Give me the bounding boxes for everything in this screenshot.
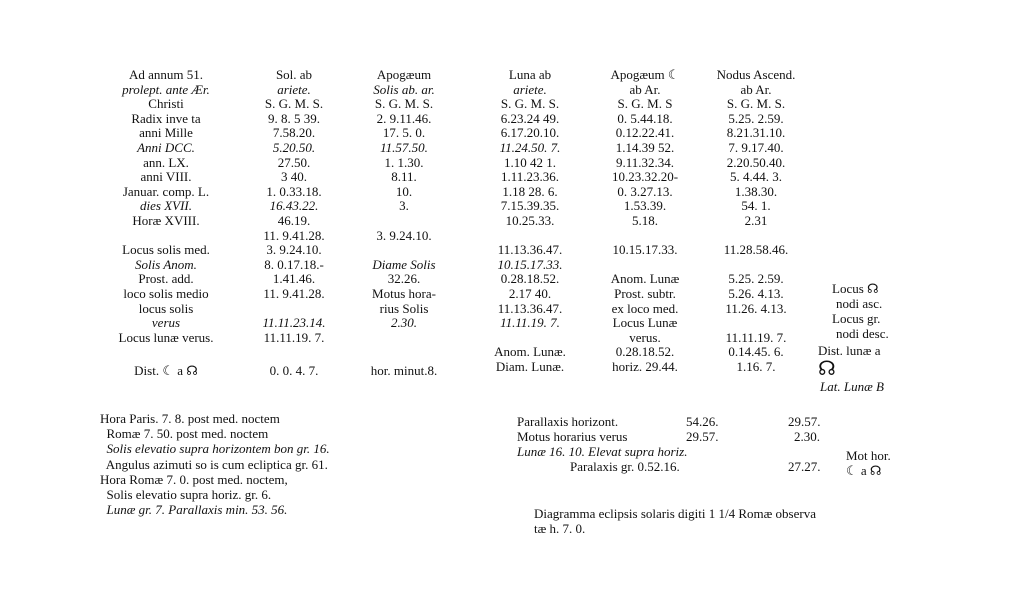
- note-line: Solis elevatio supra horiz. gr. 6.: [100, 486, 272, 502]
- cell: 11.11.19. 7.: [263, 329, 325, 345]
- side-note-lat-lunae: Lat. Lunæ B: [820, 379, 884, 394]
- cell: Luna ab: [508, 67, 552, 82]
- cell: 0. 3.27.13.: [617, 183, 673, 199]
- cell: hor. minut.8.: [370, 362, 438, 378]
- note-line: Angulus azimuti so is cum ecliptica gr. 61.: [100, 456, 328, 472]
- diagramma-line1: Diagramma eclipsis solaris digiti 1 1/4 Romæ observa: [534, 506, 816, 521]
- parallaxis-val2: 29.57.: [788, 414, 821, 429]
- cell: S. G. M. S.: [264, 96, 324, 112]
- side-note-dist-lunae: Dist. lunæ a: [818, 343, 881, 358]
- cell: anni Mille: [139, 125, 193, 141]
- cell: horiz. 29.44.: [612, 358, 678, 374]
- cell: 10.25.33.: [505, 212, 555, 228]
- cell: Diam. Lunæ.: [495, 358, 565, 374]
- cell: verus: [151, 315, 181, 331]
- note-line: Hora Romæ 7. 0. post med. noctem,: [100, 471, 288, 487]
- cell: 10.23.32.20-: [611, 169, 679, 185]
- cell: 10.15.17.33.: [612, 242, 678, 258]
- cell: Motus hora-: [372, 285, 436, 301]
- cell: 1.10 42 1.: [504, 154, 556, 170]
- cell: S. G. M. S.: [374, 96, 434, 112]
- cell: 6.17.20.10.: [500, 125, 560, 141]
- cell: 54. 1.: [741, 198, 771, 214]
- table-col-nodus: [702, 68, 810, 374]
- cell: 7. 9.17.40.: [728, 139, 784, 155]
- note-line: Hora Paris. 7. 8. post med. noctem: [100, 411, 280, 426]
- cell: prolept. ante Ær.: [122, 81, 210, 97]
- cell: 11.11.23.14.: [262, 315, 326, 331]
- cell: 8. 0.17.18.-: [264, 256, 324, 272]
- cell: [352, 214, 456, 229]
- cell: 0.28.18.52.: [500, 271, 560, 287]
- cell: 11.24.50. 7.: [499, 139, 561, 155]
- cell: Apogæum ☾: [610, 67, 680, 82]
- cell: Horæ XVIII.: [132, 212, 200, 228]
- cell: S. G. M. S.: [500, 96, 560, 112]
- note-line: Lunæ gr. 7. Parallaxis min. 53. 56.: [100, 502, 288, 518]
- cell: 5.26. 4.13.: [728, 285, 784, 301]
- cell: 10.: [395, 183, 413, 199]
- cell: 5.20.50.: [272, 139, 316, 155]
- cell: 2. 9.11.46.: [376, 110, 432, 126]
- cell: 3.: [399, 198, 409, 214]
- cell: 11.11.19. 7.: [725, 329, 787, 345]
- cell: 11.57.50.: [380, 139, 428, 155]
- cell: Apogæum: [376, 67, 432, 82]
- cell: ex loco med.: [611, 300, 679, 316]
- cell: 11.11.19. 7.: [500, 315, 560, 331]
- motus-val2: 2.30.: [794, 429, 820, 444]
- cell: ab Ar.: [629, 81, 661, 97]
- cell: 0.28.18.52.: [615, 344, 675, 360]
- cell: 2.20.50.40.: [726, 154, 786, 170]
- cell: [240, 302, 348, 317]
- cell: 46.19.: [277, 212, 311, 228]
- cell: [352, 345, 456, 360]
- cell: 11. 9.41.28.: [263, 285, 325, 301]
- cell: 0.12.22.41.: [615, 125, 675, 141]
- cell: S. G. M. S.: [726, 96, 786, 112]
- cell: 3 40.: [281, 169, 307, 185]
- cell: [352, 243, 456, 258]
- cell: [474, 331, 586, 346]
- cell: Diame Solis: [372, 256, 436, 272]
- cell: Ad annum 51.: [128, 67, 204, 82]
- cell: loco solis medio: [123, 285, 209, 301]
- cell: 1.53.39.: [623, 198, 667, 214]
- parallaxis-val1: 54.26.: [686, 414, 719, 429]
- cell: [702, 316, 810, 331]
- cell: 5. 4.44. 3.: [730, 169, 782, 185]
- cell: Locus lunæ verus.: [118, 329, 214, 345]
- side-note-nodi-asc: nodi asc.: [836, 296, 883, 311]
- cell: 8.21.31.10.: [726, 125, 786, 141]
- cell: [590, 258, 700, 273]
- cell: [702, 229, 810, 244]
- cell: 1.18 28. 6.: [502, 183, 558, 199]
- cell: Solis Anom.: [135, 256, 197, 272]
- cell: 8.11.: [391, 169, 417, 185]
- side-note-node-symbol: ☊: [818, 358, 836, 380]
- cell: 27.50.: [277, 154, 311, 170]
- bottom-left-notes: [100, 411, 330, 517]
- table-col-labels: [96, 68, 236, 382]
- cell: ariete.: [277, 81, 311, 97]
- cell: S. G. M. S: [617, 96, 673, 112]
- cell: locus solis: [138, 300, 194, 316]
- cell: 1.11.23.36.: [500, 169, 560, 185]
- mot-hor-label: Mot hor.: [846, 448, 891, 463]
- cell: Nodus Ascend.: [716, 67, 796, 82]
- paralaxis-label: Paralaxis gr. 0.52.16.: [570, 459, 680, 474]
- cell: ab Ar.: [740, 81, 772, 97]
- cell: Sol. ab: [275, 67, 313, 82]
- cell: anni VIII.: [140, 169, 192, 185]
- cell: Solis ab. ar.: [373, 81, 435, 97]
- cell: [352, 331, 456, 346]
- cell: ann. LX.: [143, 154, 189, 170]
- cell: Anom. Lunæ.: [494, 344, 566, 360]
- cell: 11.26. 4.13.: [725, 300, 787, 316]
- cell: 1. 0.33.18.: [266, 183, 322, 199]
- cell: 16.43.22.: [269, 198, 319, 214]
- cell: [702, 258, 810, 273]
- cell: 2.17 40.: [508, 285, 552, 301]
- note-line: Romæ 7. 50. post med. noctem: [100, 426, 269, 442]
- cell: 5.25. 2.59.: [728, 110, 784, 126]
- cell: 3. 9.24.10.: [376, 227, 432, 243]
- cell: 5.18.: [632, 212, 658, 228]
- cell: 9. 8. 5 39.: [268, 110, 320, 126]
- cell: 2.30.: [391, 315, 417, 331]
- cell: Dist. ☾ a ☊: [134, 362, 198, 378]
- side-note-locus-nodi: Locus ☊: [832, 281, 879, 296]
- cell: 17. 5. 0.: [382, 125, 426, 141]
- cell: [240, 345, 348, 360]
- cell: 10.15.17.33.: [497, 256, 563, 272]
- cell: 11.13.36.47.: [497, 242, 563, 258]
- cell: 1.14.39 52.: [615, 139, 675, 155]
- side-note-nodi-desc: nodi desc.: [836, 326, 889, 341]
- cell: 2.31: [744, 212, 768, 228]
- motus-val1: 29.57.: [686, 429, 719, 444]
- cell: Anom. Lunæ: [610, 271, 680, 287]
- elevat-label: Lunæ 16. 10. Elevat supra horiz.: [517, 444, 688, 459]
- cell: Januar. comp. L.: [122, 183, 210, 199]
- cell: [96, 229, 236, 244]
- cell: Locus Lunæ: [612, 315, 678, 331]
- cell: verus.: [629, 329, 661, 345]
- cell: 32.26.: [387, 271, 421, 287]
- cell: 1.41.46.: [272, 271, 316, 287]
- cell: dies XVII.: [140, 198, 192, 214]
- motus-label: Motus horarius verus: [517, 429, 628, 444]
- parallaxis-label: Parallaxis horizont.: [517, 414, 619, 429]
- side-note-locus-gr: Locus gr.: [832, 311, 881, 326]
- diagramma-line2: tæ h. 7. 0.: [534, 521, 586, 536]
- cell: [590, 229, 700, 244]
- cell: 11.13.36.47.: [497, 300, 563, 316]
- paralaxis-val: 27.27.: [788, 459, 821, 474]
- cell: [474, 229, 586, 244]
- cell: 7.15.39.35.: [500, 198, 560, 214]
- cell: ariete.: [513, 81, 547, 97]
- cell: 1.38.30.: [734, 183, 778, 199]
- cell: 3. 9.24.10.: [266, 242, 322, 258]
- cell: Anni DCC.: [137, 139, 195, 155]
- cell: 1. 1.30.: [384, 154, 424, 170]
- cell: rius Solis: [379, 300, 429, 316]
- cell: 11. 9.41.28.: [263, 227, 325, 243]
- cell: 1.16. 7.: [736, 358, 776, 374]
- cell: 0. 0. 4. 7.: [269, 362, 319, 378]
- cell: Prost. add.: [138, 271, 194, 287]
- cell: Locus solis med.: [122, 242, 210, 258]
- note-line: Solis elevatio supra horizontem bon gr. 16.: [100, 441, 330, 457]
- table-col-luna: [474, 68, 586, 374]
- moon-node-label: ☾ a ☊: [846, 463, 882, 478]
- cell: Prost. subtr.: [614, 285, 676, 301]
- table-col-apogaeum-solis: [352, 68, 456, 382]
- cell: [96, 345, 236, 360]
- cell: 5.25. 2.59.: [728, 271, 784, 287]
- cell: 0.14.45. 6.: [728, 344, 784, 360]
- cell: 9.11.32.34.: [615, 154, 675, 170]
- cell: 11.28.58.46.: [723, 242, 789, 258]
- cell: 0. 5.44.18.: [617, 110, 673, 126]
- cell: 6.23.24 49.: [500, 110, 560, 126]
- cell: Radix inve ta: [131, 110, 201, 126]
- table-col-apogaeum-lunae: [590, 68, 700, 374]
- table-col-sol: [240, 68, 348, 382]
- cell: 7.58.20.: [272, 125, 316, 141]
- cell: Christi: [148, 96, 184, 112]
